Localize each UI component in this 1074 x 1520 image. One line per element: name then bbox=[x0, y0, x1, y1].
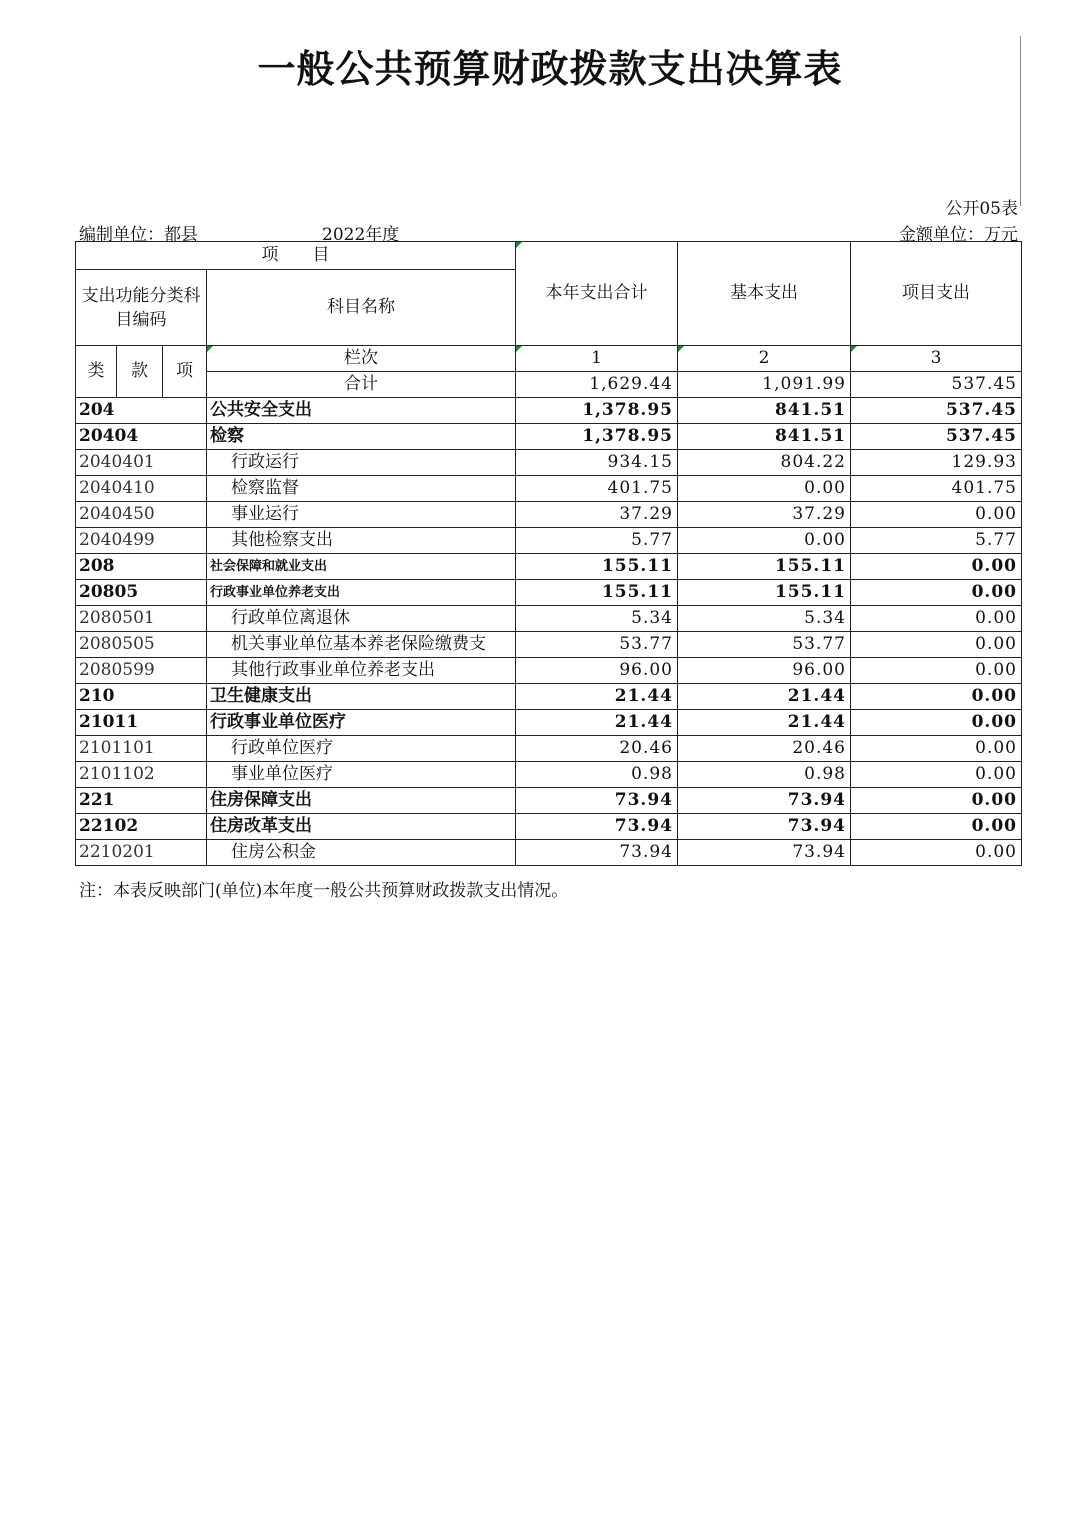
row-code: 2210201 bbox=[76, 840, 207, 866]
row-name: 行政事业单位养老支出 bbox=[207, 580, 516, 606]
row-project: 0.00 bbox=[851, 632, 1022, 658]
table-row bbox=[76, 528, 1022, 554]
header-total: 本年支出合计 bbox=[516, 242, 678, 346]
table-row bbox=[76, 476, 1022, 502]
sum-basic: 1,091.99 bbox=[678, 372, 851, 398]
table-row bbox=[76, 450, 1022, 476]
row-basic: 155.11 bbox=[678, 580, 851, 606]
column-no-label: 栏次 bbox=[207, 346, 516, 372]
header-name-col: 科目名称 bbox=[207, 270, 516, 346]
row-basic: 73.94 bbox=[678, 788, 851, 814]
row-total: 155.11 bbox=[516, 580, 678, 606]
row-code: 22102 bbox=[76, 814, 207, 840]
row-code: 21011 bbox=[76, 710, 207, 736]
column-no-3: 3 bbox=[851, 346, 1022, 372]
table-row bbox=[76, 580, 1022, 606]
row-basic: 53.77 bbox=[678, 632, 851, 658]
row-basic: 0.00 bbox=[678, 528, 851, 554]
row-code: 210 bbox=[76, 684, 207, 710]
row-project: 537.45 bbox=[851, 398, 1022, 424]
row-code: 2040499 bbox=[76, 528, 207, 554]
row-project: 0.00 bbox=[851, 814, 1022, 840]
row-code: 2080599 bbox=[76, 658, 207, 684]
header-code-col: 支出功能分类科目编码 bbox=[76, 270, 207, 346]
row-code: 2080501 bbox=[76, 606, 207, 632]
header-kuan: 款 bbox=[117, 346, 163, 398]
row-project: 0.00 bbox=[851, 840, 1022, 866]
table-row bbox=[76, 606, 1022, 632]
row-basic: 73.94 bbox=[678, 814, 851, 840]
row-basic: 841.51 bbox=[678, 424, 851, 450]
row-code: 2040410 bbox=[76, 476, 207, 502]
table-row bbox=[76, 398, 1022, 424]
row-name: 行政运行 bbox=[207, 450, 516, 476]
row-project: 0.00 bbox=[851, 762, 1022, 788]
row-code: 2040401 bbox=[76, 450, 207, 476]
expenditure-table bbox=[75, 241, 1022, 866]
row-code: 20404 bbox=[76, 424, 207, 450]
row-name: 住房公积金 bbox=[207, 840, 516, 866]
row-project: 0.00 bbox=[851, 554, 1022, 580]
row-project: 0.00 bbox=[851, 658, 1022, 684]
row-total: 37.29 bbox=[516, 502, 678, 528]
row-total: 53.77 bbox=[516, 632, 678, 658]
row-total: 21.44 bbox=[516, 710, 678, 736]
row-code: 2101101 bbox=[76, 736, 207, 762]
header-basic: 基本支出 bbox=[678, 242, 851, 346]
row-code: 2101102 bbox=[76, 762, 207, 788]
row-code: 204 bbox=[76, 398, 207, 424]
table-row bbox=[76, 814, 1022, 840]
table-row bbox=[76, 788, 1022, 814]
row-project: 0.00 bbox=[851, 736, 1022, 762]
row-name: 其他行政事业单位养老支出 bbox=[207, 658, 516, 684]
row-code: 2040450 bbox=[76, 502, 207, 528]
column-no-1: 1 bbox=[516, 346, 678, 372]
row-code: 208 bbox=[76, 554, 207, 580]
row-project: 401.75 bbox=[851, 476, 1022, 502]
row-name: 住房保障支出 bbox=[207, 788, 516, 814]
row-name: 检察监督 bbox=[207, 476, 516, 502]
row-basic: 5.34 bbox=[678, 606, 851, 632]
table-row bbox=[76, 632, 1022, 658]
row-basic: 804.22 bbox=[678, 450, 851, 476]
row-name: 住房改革支出 bbox=[207, 814, 516, 840]
row-basic: 0.98 bbox=[678, 762, 851, 788]
header-project-exp: 项目支出 bbox=[851, 242, 1022, 346]
row-name: 行政单位医疗 bbox=[207, 736, 516, 762]
row-basic: 155.11 bbox=[678, 554, 851, 580]
row-project: 0.00 bbox=[851, 710, 1022, 736]
row-total: 96.00 bbox=[516, 658, 678, 684]
row-basic: 37.29 bbox=[678, 502, 851, 528]
row-total: 5.34 bbox=[516, 606, 678, 632]
header-lei: 类 bbox=[76, 346, 117, 398]
table-row bbox=[76, 424, 1022, 450]
header-project: 项 目 bbox=[76, 242, 516, 270]
form-code: 公开05表 bbox=[945, 199, 1018, 219]
row-name: 机关事业单位基本养老保险缴费支 bbox=[207, 632, 516, 658]
row-project: 0.00 bbox=[851, 580, 1022, 606]
row-basic: 0.00 bbox=[678, 476, 851, 502]
row-code: 221 bbox=[76, 788, 207, 814]
row-project: 0.00 bbox=[851, 606, 1022, 632]
row-total: 155.11 bbox=[516, 554, 678, 580]
row-name: 行政单位离退休 bbox=[207, 606, 516, 632]
row-basic: 841.51 bbox=[678, 398, 851, 424]
column-no-2: 2 bbox=[678, 346, 851, 372]
table-row bbox=[76, 684, 1022, 710]
table-row bbox=[76, 554, 1022, 580]
row-project: 0.00 bbox=[851, 788, 1022, 814]
table-row bbox=[76, 710, 1022, 736]
row-total: 1,378.95 bbox=[516, 424, 678, 450]
row-project: 537.45 bbox=[851, 424, 1022, 450]
compiling-unit: 编制单位：都县 bbox=[79, 225, 198, 245]
table-row bbox=[76, 840, 1022, 866]
row-name: 行政事业单位医疗 bbox=[207, 710, 516, 736]
row-name: 事业单位医疗 bbox=[207, 762, 516, 788]
row-project: 0.00 bbox=[851, 502, 1022, 528]
page-title: 一般公共预算财政拨款支出决算表 bbox=[257, 47, 843, 91]
row-basic: 21.44 bbox=[678, 710, 851, 736]
row-project: 5.77 bbox=[851, 528, 1022, 554]
row-basic: 73.94 bbox=[678, 840, 851, 866]
table-row bbox=[76, 762, 1022, 788]
sum-project: 537.45 bbox=[851, 372, 1022, 398]
table-row bbox=[76, 736, 1022, 762]
row-name: 卫生健康支出 bbox=[207, 684, 516, 710]
table-row bbox=[76, 502, 1022, 528]
row-name: 社会保障和就业支出 bbox=[207, 554, 516, 580]
row-total: 21.44 bbox=[516, 684, 678, 710]
row-project: 0.00 bbox=[851, 684, 1022, 710]
row-name: 其他检察支出 bbox=[207, 528, 516, 554]
fiscal-year: 2022年度 bbox=[322, 225, 400, 245]
sum-total: 1,629.44 bbox=[516, 372, 678, 398]
header-xiang: 项 bbox=[163, 346, 207, 398]
row-basic: 96.00 bbox=[678, 658, 851, 684]
row-basic: 21.44 bbox=[678, 684, 851, 710]
row-total: 73.94 bbox=[516, 814, 678, 840]
row-name: 事业运行 bbox=[207, 502, 516, 528]
row-total: 73.94 bbox=[516, 840, 678, 866]
table-row bbox=[76, 658, 1022, 684]
row-total: 1,378.95 bbox=[516, 398, 678, 424]
money-unit: 金额单位：万元 bbox=[899, 225, 1018, 245]
row-total: 0.98 bbox=[516, 762, 678, 788]
row-total: 20.46 bbox=[516, 736, 678, 762]
row-basic: 20.46 bbox=[678, 736, 851, 762]
row-total: 73.94 bbox=[516, 788, 678, 814]
row-project: 129.93 bbox=[851, 450, 1022, 476]
row-name: 检察 bbox=[207, 424, 516, 450]
row-code: 2080505 bbox=[76, 632, 207, 658]
row-total: 934.15 bbox=[516, 450, 678, 476]
row-code: 20805 bbox=[76, 580, 207, 606]
footnote: 注：本表反映部门(单位)本年度一般公共预算财政拨款支出情况。 bbox=[79, 881, 569, 901]
row-total: 5.77 bbox=[516, 528, 678, 554]
sum-label: 合计 bbox=[207, 372, 516, 398]
row-total: 401.75 bbox=[516, 476, 678, 502]
row-name: 公共安全支出 bbox=[207, 398, 516, 424]
